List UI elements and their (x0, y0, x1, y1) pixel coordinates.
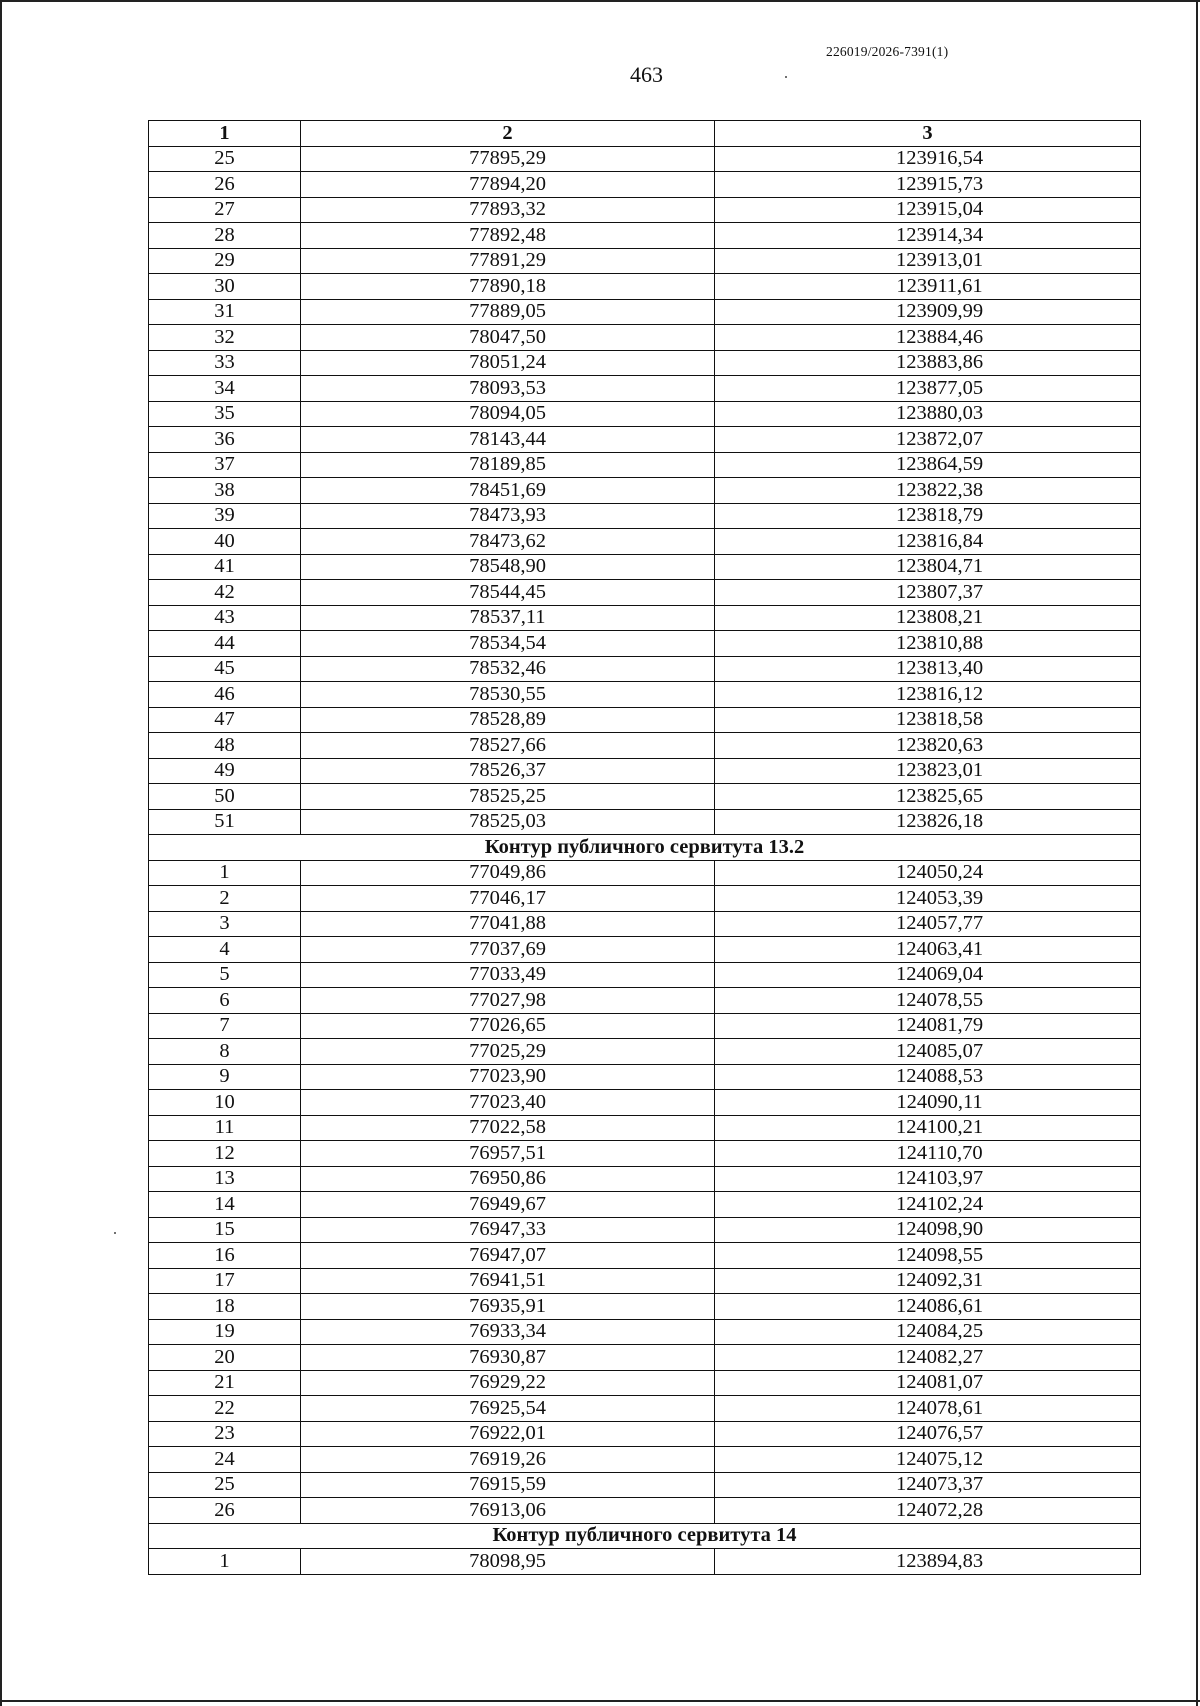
y-coordinate-cell: 123808,21 (715, 605, 1141, 631)
point-number-cell: 11 (149, 1115, 301, 1141)
point-number-cell: 12 (149, 1141, 301, 1167)
section-header-row (149, 835, 1141, 861)
x-coordinate-cell: 78098,95 (301, 1549, 715, 1575)
x-coordinate-cell: 76947,07 (301, 1243, 715, 1269)
y-coordinate-cell: 124078,61 (715, 1396, 1141, 1422)
x-coordinate-cell: 77046,17 (301, 886, 715, 912)
point-number-cell: 22 (149, 1396, 301, 1422)
point-number-cell: 40 (149, 529, 301, 555)
point-number-cell: 19 (149, 1319, 301, 1345)
x-coordinate-cell: 76925,54 (301, 1396, 715, 1422)
table-row (149, 886, 1141, 912)
coordinates-table (148, 120, 1141, 1575)
x-coordinate-cell: 78143,44 (301, 427, 715, 453)
table-row (149, 1039, 1141, 1065)
x-coordinate-cell: 77049,86 (301, 860, 715, 886)
point-number-cell: 1 (149, 1549, 301, 1575)
point-number-cell: 15 (149, 1217, 301, 1243)
table-row (149, 1447, 1141, 1473)
y-coordinate-cell: 124084,25 (715, 1319, 1141, 1345)
x-coordinate-cell: 77890,18 (301, 274, 715, 300)
y-coordinate-cell: 124081,79 (715, 1013, 1141, 1039)
table-row (149, 325, 1141, 351)
table-row (149, 1090, 1141, 1116)
table-row (149, 656, 1141, 682)
y-coordinate-cell: 124053,39 (715, 886, 1141, 912)
table-row (149, 733, 1141, 759)
table-row (149, 478, 1141, 504)
table-row (149, 554, 1141, 580)
table-row (149, 1294, 1141, 1320)
x-coordinate-cell: 78473,62 (301, 529, 715, 555)
point-number-cell: 17 (149, 1268, 301, 1294)
x-coordinate-cell: 76929,22 (301, 1370, 715, 1396)
point-number-cell: 16 (149, 1243, 301, 1269)
x-coordinate-cell: 76915,59 (301, 1472, 715, 1498)
point-number-cell: 25 (149, 1472, 301, 1498)
point-number-cell: 41 (149, 554, 301, 580)
point-number-cell: 42 (149, 580, 301, 606)
point-number-cell: 38 (149, 478, 301, 504)
x-coordinate-cell: 77893,32 (301, 197, 715, 223)
x-coordinate-cell: 77033,49 (301, 962, 715, 988)
y-coordinate-cell: 123820,63 (715, 733, 1141, 759)
x-coordinate-cell: 77023,40 (301, 1090, 715, 1116)
y-coordinate-cell: 123915,73 (715, 172, 1141, 198)
y-coordinate-cell: 123877,05 (715, 376, 1141, 402)
table-row (149, 1421, 1141, 1447)
y-coordinate-cell: 124098,90 (715, 1217, 1141, 1243)
table-row (149, 401, 1141, 427)
y-coordinate-cell: 123810,88 (715, 631, 1141, 657)
y-coordinate-cell: 123916,54 (715, 146, 1141, 172)
table-row (149, 529, 1141, 555)
page-number: 463 (630, 62, 663, 87)
table-row (149, 1268, 1141, 1294)
x-coordinate-cell: 78532,46 (301, 656, 715, 682)
point-number-cell: 8 (149, 1039, 301, 1065)
scan-border-left (0, 0, 2, 1706)
y-coordinate-cell: 123880,03 (715, 401, 1141, 427)
y-coordinate-cell: 123818,58 (715, 707, 1141, 733)
point-number-cell: 47 (149, 707, 301, 733)
table-header-row (149, 121, 1141, 147)
x-coordinate-cell: 77026,65 (301, 1013, 715, 1039)
point-number-cell: 26 (149, 1498, 301, 1524)
y-coordinate-cell: 124090,11 (715, 1090, 1141, 1116)
table-row (149, 376, 1141, 402)
point-number-cell: 18 (149, 1294, 301, 1320)
x-coordinate-cell: 78473,93 (301, 503, 715, 529)
x-coordinate-cell: 78548,90 (301, 554, 715, 580)
x-coordinate-cell: 76947,33 (301, 1217, 715, 1243)
point-number-cell: 50 (149, 784, 301, 810)
y-coordinate-cell: 123909,99 (715, 299, 1141, 325)
column-header-point: 1 (149, 121, 301, 147)
point-number-cell: 7 (149, 1013, 301, 1039)
x-coordinate-cell: 76950,86 (301, 1166, 715, 1192)
x-coordinate-cell: 78544,45 (301, 580, 715, 606)
x-coordinate-cell: 76922,01 (301, 1421, 715, 1447)
y-coordinate-cell: 123864,59 (715, 452, 1141, 478)
point-number-cell: 4 (149, 937, 301, 963)
y-coordinate-cell: 124102,24 (715, 1192, 1141, 1218)
point-number-cell: 36 (149, 427, 301, 453)
x-coordinate-cell: 77894,20 (301, 172, 715, 198)
x-coordinate-cell: 78451,69 (301, 478, 715, 504)
table-row (149, 1115, 1141, 1141)
point-number-cell: 29 (149, 248, 301, 274)
scan-speck (785, 76, 787, 78)
point-number-cell: 37 (149, 452, 301, 478)
table-row (149, 503, 1141, 529)
y-coordinate-cell: 123823,01 (715, 758, 1141, 784)
scan-border-bottom (0, 1700, 1200, 1702)
point-number-cell: 45 (149, 656, 301, 682)
table-row (149, 962, 1141, 988)
y-coordinate-cell: 124050,24 (715, 860, 1141, 886)
x-coordinate-cell: 76933,34 (301, 1319, 715, 1345)
x-coordinate-cell: 77025,29 (301, 1039, 715, 1065)
x-coordinate-cell: 78534,54 (301, 631, 715, 657)
x-coordinate-cell: 76930,87 (301, 1345, 715, 1371)
table-row (149, 988, 1141, 1014)
x-coordinate-cell: 78537,11 (301, 605, 715, 631)
table-row (149, 1396, 1141, 1422)
x-coordinate-cell: 77022,58 (301, 1115, 715, 1141)
x-coordinate-cell: 77041,88 (301, 911, 715, 937)
y-coordinate-cell: 124086,61 (715, 1294, 1141, 1320)
y-coordinate-cell: 124063,41 (715, 937, 1141, 963)
x-coordinate-cell: 77891,29 (301, 248, 715, 274)
x-coordinate-cell: 78051,24 (301, 350, 715, 376)
x-coordinate-cell: 77892,48 (301, 223, 715, 249)
table-row (149, 350, 1141, 376)
table-row (149, 274, 1141, 300)
y-coordinate-cell: 124072,28 (715, 1498, 1141, 1524)
x-coordinate-cell: 78527,66 (301, 733, 715, 759)
table-row (149, 911, 1141, 937)
y-coordinate-cell: 123818,79 (715, 503, 1141, 529)
x-coordinate-cell: 76957,51 (301, 1141, 715, 1167)
y-coordinate-cell: 123807,37 (715, 580, 1141, 606)
x-coordinate-cell: 78530,55 (301, 682, 715, 708)
y-coordinate-cell: 123914,34 (715, 223, 1141, 249)
table-row (149, 1064, 1141, 1090)
point-number-cell: 46 (149, 682, 301, 708)
point-number-cell: 23 (149, 1421, 301, 1447)
section-header-row (149, 1523, 1141, 1549)
y-coordinate-cell: 124092,31 (715, 1268, 1141, 1294)
y-coordinate-cell: 124078,55 (715, 988, 1141, 1014)
y-coordinate-cell: 123804,71 (715, 554, 1141, 580)
y-coordinate-cell: 123825,65 (715, 784, 1141, 810)
table-row (149, 299, 1141, 325)
table-row (149, 860, 1141, 886)
point-number-cell: 3 (149, 911, 301, 937)
y-coordinate-cell: 123911,61 (715, 274, 1141, 300)
table-row (149, 1549, 1141, 1575)
y-coordinate-cell: 123813,40 (715, 656, 1141, 682)
point-number-cell: 43 (149, 605, 301, 631)
x-coordinate-cell: 77889,05 (301, 299, 715, 325)
y-coordinate-cell: 124100,21 (715, 1115, 1141, 1141)
point-number-cell: 5 (149, 962, 301, 988)
scan-border-top (0, 0, 1200, 2)
scan-border-right (1196, 0, 1198, 1706)
point-number-cell: 14 (149, 1192, 301, 1218)
x-coordinate-cell: 77027,98 (301, 988, 715, 1014)
table-row (149, 809, 1141, 835)
point-number-cell: 31 (149, 299, 301, 325)
y-coordinate-cell: 124103,97 (715, 1166, 1141, 1192)
x-coordinate-cell: 78094,05 (301, 401, 715, 427)
y-coordinate-cell: 124110,70 (715, 1141, 1141, 1167)
point-number-cell: 10 (149, 1090, 301, 1116)
table-row (149, 937, 1141, 963)
y-coordinate-cell: 124073,37 (715, 1472, 1141, 1498)
y-coordinate-cell: 123883,86 (715, 350, 1141, 376)
table-row (149, 1013, 1141, 1039)
y-coordinate-cell: 123915,04 (715, 197, 1141, 223)
point-number-cell: 28 (149, 223, 301, 249)
table-row (149, 605, 1141, 631)
point-number-cell: 20 (149, 1345, 301, 1371)
point-number-cell: 21 (149, 1370, 301, 1396)
point-number-cell: 51 (149, 809, 301, 835)
y-coordinate-cell: 124081,07 (715, 1370, 1141, 1396)
point-number-cell: 25 (149, 146, 301, 172)
x-coordinate-cell: 77023,90 (301, 1064, 715, 1090)
table-row (149, 427, 1141, 453)
point-number-cell: 24 (149, 1447, 301, 1473)
point-number-cell: 13 (149, 1166, 301, 1192)
point-number-cell: 26 (149, 172, 301, 198)
y-coordinate-cell: 124088,53 (715, 1064, 1141, 1090)
x-coordinate-cell: 76949,67 (301, 1192, 715, 1218)
point-number-cell: 2 (149, 886, 301, 912)
section-title: Контур публичного сервитута 14 (149, 1523, 1141, 1549)
table-row (149, 172, 1141, 198)
table-row (149, 1217, 1141, 1243)
table-row (149, 631, 1141, 657)
y-coordinate-cell: 123894,83 (715, 1549, 1141, 1575)
x-coordinate-cell: 76941,51 (301, 1268, 715, 1294)
x-coordinate-cell: 78093,53 (301, 376, 715, 402)
x-coordinate-cell: 78189,85 (301, 452, 715, 478)
point-number-cell: 34 (149, 376, 301, 402)
x-coordinate-cell: 78525,25 (301, 784, 715, 810)
table-body (149, 146, 1141, 1574)
table-row (149, 1345, 1141, 1371)
point-number-cell: 32 (149, 325, 301, 351)
table-row (149, 1243, 1141, 1269)
y-coordinate-cell: 124069,04 (715, 962, 1141, 988)
point-number-cell: 44 (149, 631, 301, 657)
point-number-cell: 48 (149, 733, 301, 759)
x-coordinate-cell: 77037,69 (301, 937, 715, 963)
y-coordinate-cell: 123872,07 (715, 427, 1141, 453)
point-number-cell: 33 (149, 350, 301, 376)
y-coordinate-cell: 124085,07 (715, 1039, 1141, 1065)
point-number-cell: 1 (149, 860, 301, 886)
table-row (149, 1166, 1141, 1192)
x-coordinate-cell: 76935,91 (301, 1294, 715, 1320)
y-coordinate-cell: 123826,18 (715, 809, 1141, 835)
column-header-x: 2 (301, 121, 715, 147)
table-row (149, 758, 1141, 784)
section-title: Контур публичного сервитута 13.2 (149, 835, 1141, 861)
x-coordinate-cell: 77895,29 (301, 146, 715, 172)
table-row (149, 1498, 1141, 1524)
y-coordinate-cell: 123822,38 (715, 478, 1141, 504)
table-row (149, 707, 1141, 733)
table-row (149, 682, 1141, 708)
point-number-cell: 6 (149, 988, 301, 1014)
y-coordinate-cell: 124057,77 (715, 911, 1141, 937)
point-number-cell: 49 (149, 758, 301, 784)
y-coordinate-cell: 124098,55 (715, 1243, 1141, 1269)
y-coordinate-cell: 123913,01 (715, 248, 1141, 274)
table-row (149, 248, 1141, 274)
table-row (149, 197, 1141, 223)
point-number-cell: 30 (149, 274, 301, 300)
table-row (149, 580, 1141, 606)
table-row (149, 1192, 1141, 1218)
y-coordinate-cell: 123816,84 (715, 529, 1141, 555)
point-number-cell: 35 (149, 401, 301, 427)
document-number: 226019/2026-7391(1) (826, 44, 949, 59)
y-coordinate-cell: 123816,12 (715, 682, 1141, 708)
table-row (149, 223, 1141, 249)
x-coordinate-cell: 78526,37 (301, 758, 715, 784)
table-row (149, 146, 1141, 172)
point-number-cell: 9 (149, 1064, 301, 1090)
table-row (149, 1141, 1141, 1167)
table-row (149, 452, 1141, 478)
table-row (149, 1472, 1141, 1498)
point-number-cell: 39 (149, 503, 301, 529)
y-coordinate-cell: 124075,12 (715, 1447, 1141, 1473)
point-number-cell: 27 (149, 197, 301, 223)
x-coordinate-cell: 78528,89 (301, 707, 715, 733)
table-row (149, 1370, 1141, 1396)
column-header-y: 3 (715, 121, 1141, 147)
table-row (149, 1319, 1141, 1345)
y-coordinate-cell: 124076,57 (715, 1421, 1141, 1447)
x-coordinate-cell: 76919,26 (301, 1447, 715, 1473)
y-coordinate-cell: 123884,46 (715, 325, 1141, 351)
table-row (149, 784, 1141, 810)
x-coordinate-cell: 78047,50 (301, 325, 715, 351)
x-coordinate-cell: 78525,03 (301, 809, 715, 835)
y-coordinate-cell: 124082,27 (715, 1345, 1141, 1371)
x-coordinate-cell: 76913,06 (301, 1498, 715, 1524)
scan-speck (114, 1232, 116, 1234)
